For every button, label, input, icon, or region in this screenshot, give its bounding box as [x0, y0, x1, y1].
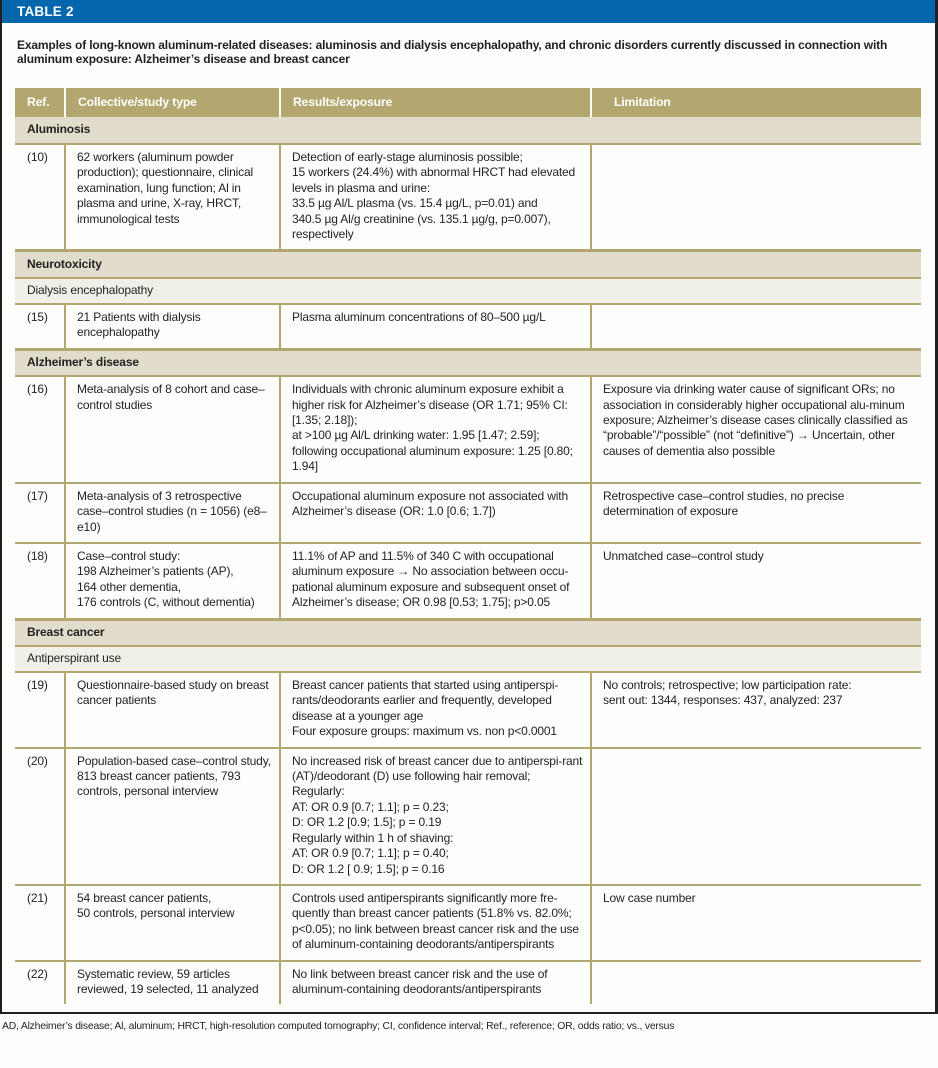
cell-limitation: Exposure via drinking water cause of significant ORs; no association in considerably higher occupational alu-minum exposure; Alzheimer’s disease cases clinically classified as “probable”/“possible” (not “definitive”) → Uncertain, other causes of dementia also possible: [591, 376, 921, 482]
section-row: [15, 117, 921, 144]
subsection-row: [15, 278, 921, 304]
column-header-study: Collective/study type: [65, 88, 280, 117]
section-title: Aluminosis: [15, 117, 921, 144]
cell-results: Individuals with chronic aluminum exposure exhibit a higher risk for Alzheimer’s disease (OR 1.71; 95% CI: [1.35; 2.18]); at >100 µg Al/L drinking water: 1.95 [1.47; 2.59]; following occupational aluminum exposure: 1.25 [0.80; 1.94]: [280, 376, 591, 482]
column-header-results: Results/exposure: [280, 88, 591, 117]
subsection-title: Antiperspirant use: [15, 646, 921, 672]
cell-results: No link between breast cancer risk and the use of aluminum-containing deodorants/antiperspirants: [280, 961, 591, 1005]
cell-study: Case–control study: 198 Alzheimer’s patients (AP), 164 other dementia, 176 controls (C, without dementia): [65, 543, 280, 619]
cell-study: Questionnaire-based study on breast cancer patients: [65, 672, 280, 748]
table-caption: Examples of long-known aluminum-related diseases: aluminosis and dialysis encephalopathy, and chronic disorders currently discussed in connection with aluminum exposure: Alzheimer’s disease and breast cancer: [17, 38, 888, 66]
section-title: Alzheimer’s disease: [15, 349, 921, 376]
cell-results: Plasma aluminum concentrations of 80–500 µg/L: [280, 304, 591, 349]
table-row: [15, 885, 921, 961]
cell-ref: (16): [15, 376, 65, 482]
data-table: [15, 88, 921, 1004]
header-row: [15, 88, 921, 117]
table-row: [15, 672, 921, 748]
cell-study: Population-based case–control study, 813 breast cancer patients, 793 controls, personal interview: [65, 748, 280, 885]
cell-study: 62 workers (aluminum powder production); questionnaire, clinical examination, lung function; Al in plasma and urine, X-ray, HRCT, immunological tests: [65, 144, 280, 251]
table-body: [15, 117, 921, 1004]
table-footnote: AD, Alzheimer’s disease; Al, aluminum; HRCT, high-resolution computed tomography; CI, confidence interval; Ref., reference; OR, odds ratio; vs., versus: [2, 1021, 675, 1033]
cell-ref: (10): [15, 144, 65, 251]
table-row: [15, 304, 921, 349]
section-row: [15, 619, 921, 646]
table-row: [15, 376, 921, 482]
cell-limitation: Unmatched case–control study: [591, 543, 921, 619]
subsection-title: Dialysis encephalopathy: [15, 278, 921, 304]
table-row: [15, 144, 921, 251]
cell-limitation: Low case number: [591, 885, 921, 961]
cell-ref: (19): [15, 672, 65, 748]
section-row: [15, 349, 921, 376]
cell-results: Controls used antiperspirants significantly more fre-quently than breast cancer patients (51.8% vs. 82.0%; p<0.05); no link between breast cancer risk and the use of aluminum-containing deodorants/antiperspirants: [280, 885, 591, 961]
cell-study: 21 Patients with dialysis encephalopathy: [65, 304, 280, 349]
table-row: [15, 483, 921, 543]
cell-limitation: [591, 144, 921, 251]
column-header-ref: Ref.: [15, 88, 65, 117]
section-row: [15, 251, 921, 278]
cell-ref: (15): [15, 304, 65, 349]
cell-ref: (21): [15, 885, 65, 961]
cell-limitation: No controls; retrospective; low participation rate: sent out: 1344, responses: 437, analyzed: 237: [591, 672, 921, 748]
section-title: Neurotoxicity: [15, 251, 921, 278]
cell-study: 54 breast cancer patients, 50 controls, personal interview: [65, 885, 280, 961]
cell-results: Occupational aluminum exposure not associated with Alzheimer’s disease (OR: 1.0 [0.6; 1.7]): [280, 483, 591, 543]
column-header-limitation: Limitation: [591, 88, 921, 117]
cell-results: Detection of early-stage aluminosis possible; 15 workers (24.4%) with abnormal HRCT had elevated levels in plasma and urine: 33.5 µg Al/L plasma (vs. 15.4 µg/L, p=0.01) and 340.5 µg Al/g creatinine (vs. 135.1 µg/g, p=0.007), respectively: [280, 144, 591, 251]
cell-ref: (18): [15, 543, 65, 619]
cell-ref: (17): [15, 483, 65, 543]
section-title: Breast cancer: [15, 619, 921, 646]
cell-study: Meta-analysis of 3 retrospective case–control studies (n = 1056) (e8–e10): [65, 483, 280, 543]
table-row: [15, 748, 921, 885]
cell-ref: (22): [15, 961, 65, 1005]
table-row: [15, 961, 921, 1005]
cell-ref: (20): [15, 748, 65, 885]
cell-limitation: [591, 304, 921, 349]
table-row: [15, 543, 921, 619]
cell-limitation: [591, 961, 921, 1005]
cell-study: Systematic review, 59 articles reviewed, 19 selected, 11 analyzed: [65, 961, 280, 1005]
cell-results: Breast cancer patients that started using antiperspi-rants/deodorants earlier and frequently, developed disease at a younger age Four exposure groups: maximum vs. non p<0.0001: [280, 672, 591, 748]
cell-results: No increased risk of breast cancer due to antiperspi-rant (AT)/deodorant (D) use following hair removal; Regularly: AT: OR 0.9 [0.7; 1.1]; p = 0.23; D: OR 1.2 [0.9; 1.5]; p = 0.19 Regularly within 1 h of shaving: AT: OR 0.9 [0.7; 1.1]; p = 0.40; D: OR 1.2 [ 0.9; 1.5]; p = 0.16: [280, 748, 591, 885]
subsection-row: [15, 646, 921, 672]
cell-study: Meta-analysis of 8 cohort and case–control studies: [65, 376, 280, 482]
cell-results: 11.1% of AP and 11.5% of 340 C with occupational aluminum exposure → No association between occu-pational aluminum exposure and subsequent onset of Alzheimer’s disease; OR 0.98 [0.53; 1.75]; p>0.05: [280, 543, 591, 619]
cell-limitation: Retrospective case–control studies, no precise determination of exposure: [591, 483, 921, 543]
cell-limitation: [591, 748, 921, 885]
table-label: TABLE 2: [2, 0, 935, 23]
